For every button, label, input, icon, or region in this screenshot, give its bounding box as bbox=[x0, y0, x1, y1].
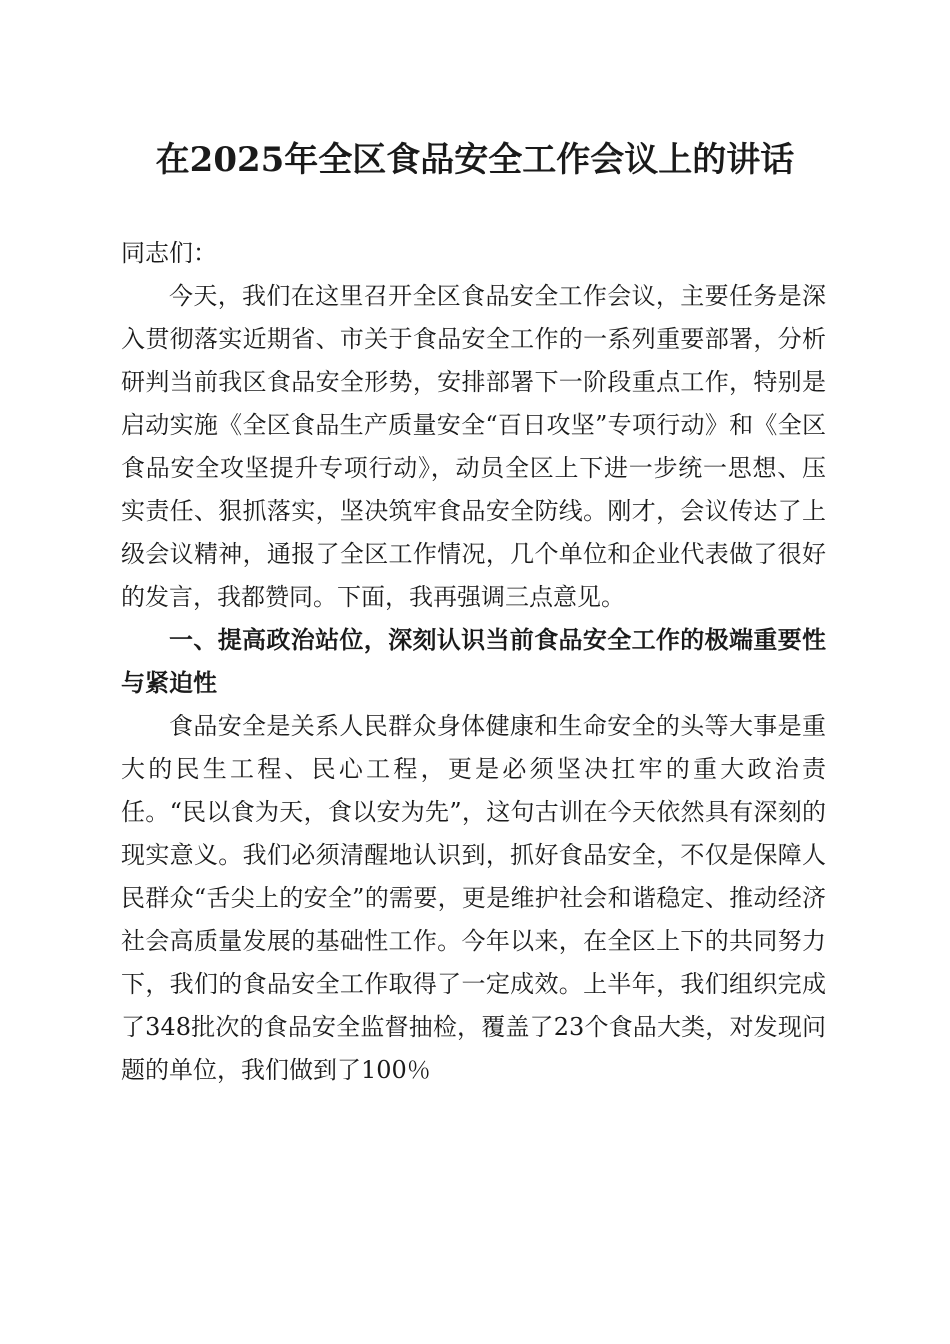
opening-paragraph: 今天，我们在这里召开全区食品安全工作会议，主要任务是深入贯彻落实近期省、市关于食品安全工作的一系列重要部署，分析研判当前我区食品安全形势，安排部署下一阶段重点工作，特别是启动实施《全区食品生产质量安全“百日攻坚”专项行动》和《全区食品安全攻坚提升专项行动》，动员全区上下进一步统一思想、压实责任、狠抓落实，坚决筑牢食品安全防线。刚才，会议传达了上级会议精神，通报了全区工作情况，几个单位和企业代表做了很好的发言，我都赞同。下面，我再强调三点意见。 bbox=[121, 282, 826, 611]
document-title: 在2025年全区食品安全工作会议上的讲话 bbox=[155, 140, 795, 180]
section-heading-1: 一、提高政治站位，深刻认识当前食品安全工作的极端重要性与紧迫性 bbox=[121, 626, 826, 697]
section-1-paragraph: 食品安全是关系人民群众身体健康和生命安全的头等大事是重大的民生工程、民心工程，更是必须坚决扛牢的重大政治责任。“民以食为天，食以安为先”，这句古训在今天依然具有深刻的现实意义。我们必须清醒地认识到，抓好食品安全，不仅是保障人民群众“舌尖上的安全”的需要，更是维护社会和谐稳定、推动经济社会高质量发展的基础性工作。今年以来，在全区上下的共同努力下，我们的食品安全工作取得了一定成效。上半年，我们组织完成了348批次的食品安全监督抽检，覆盖了23个食品大类，对发现问题的单位，我们做到了100％ bbox=[121, 712, 826, 1084]
salutation: 同志们： bbox=[121, 239, 217, 267]
document-body bbox=[121, 232, 826, 1092]
